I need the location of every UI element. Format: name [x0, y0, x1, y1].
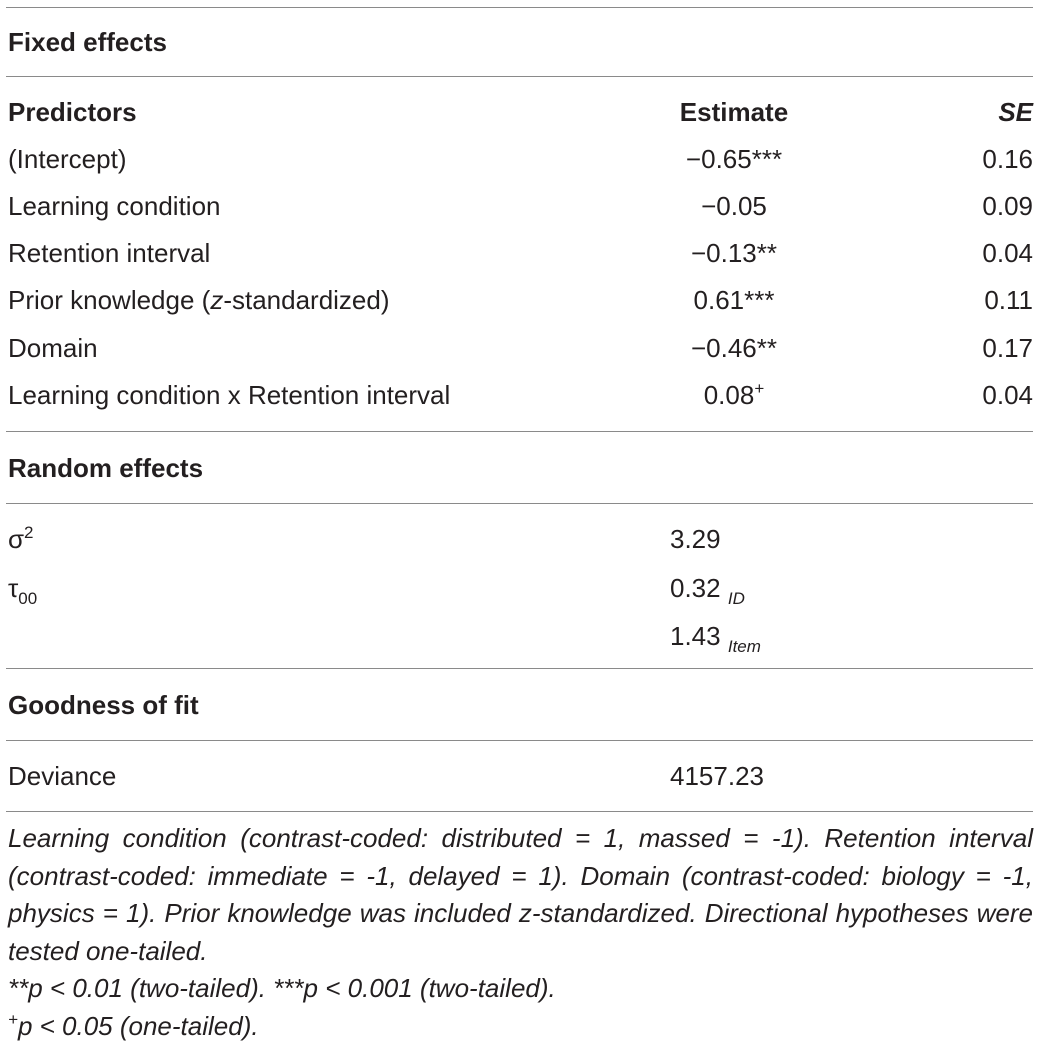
se-cell: 0.04 [982, 380, 1033, 410]
table-row [0, 373, 1040, 417]
se-cell: 0.11 [984, 285, 1033, 315]
section-random-effects [0, 446, 1040, 490]
rule-bottom [6, 811, 1033, 812]
section-goodness-of-fit [0, 683, 1040, 727]
table-row [0, 614, 1040, 658]
tau-label: $\tau_{00}$ [8, 573, 38, 608]
rule [6, 76, 1033, 77]
rule [6, 503, 1033, 504]
note-significance: **p < 0.01 (two-tailed). ***p < 0.001 (two-tailed). [8, 973, 556, 1003]
estimate-cell: −0.13** [690, 238, 778, 268]
estimate-cell: 0.61*** [693, 285, 775, 315]
table-row [0, 754, 1040, 798]
header-se: SE [998, 97, 1033, 127]
note-one-tailed: +p < 0.05 (one-tailed). [8, 1009, 259, 1041]
deviance-label: Deviance [8, 761, 117, 791]
predictor-cell: Learning condition [8, 191, 221, 221]
rule [6, 668, 1033, 669]
section-fixed-effects [0, 20, 1040, 64]
header-estimate: Estimate [679, 97, 789, 127]
table-note [8, 820, 1033, 1045]
se-cell: 0.09 [982, 191, 1033, 221]
estimate-cell: 0.08+ [703, 379, 765, 410]
rule [6, 740, 1033, 741]
table-row [0, 566, 1040, 610]
variance-label: $\sigma^2$ [8, 523, 34, 554]
tau-value: 0.32 $_{ID}$ [670, 573, 745, 608]
table-row [0, 278, 1040, 322]
se-cell: 0.16 [982, 144, 1033, 174]
table-row [0, 184, 1040, 228]
table-row [0, 231, 1040, 275]
table-row [0, 517, 1040, 561]
estimate-cell: −0.46** [690, 333, 778, 363]
rule-top [6, 7, 1033, 8]
se-cell: 0.04 [982, 238, 1033, 268]
estimate-cell: −0.05 [701, 191, 767, 221]
table-row [0, 137, 1040, 181]
header-predictors: Predictors [8, 97, 137, 127]
rule [6, 431, 1033, 432]
predictor-cell: Prior knowledge (z-standardized) [8, 285, 390, 315]
predictor-cell: Learning condition x Retention interval [8, 380, 451, 410]
predictor-cell: Domain [8, 333, 98, 363]
predictor-cell: (Intercept) [8, 144, 127, 174]
section-title: Goodness of fit [8, 690, 199, 720]
section-title: Fixed effects [8, 27, 167, 57]
note-paragraph: Learning condition (contrast-coded: distributed = 1, massed = -1). Retention interval (contrast-coded: immediate = -1, delayed = 1). Domain (contrast-coded: biology = -1, physics = 1). Prior knowledge was included z-standardized. Directional hypotheses were tested one-tailed. [8, 823, 1033, 966]
header-row [0, 90, 1040, 134]
table-row [0, 326, 1040, 370]
predictor-cell: Retention interval [8, 238, 211, 268]
tau-value: 1.43 $_{Item}$ [670, 621, 761, 656]
deviance-value: 4157.23 [670, 761, 764, 791]
variance-value: 3.29 [670, 524, 721, 554]
estimate-cell: −0.65*** [685, 144, 783, 174]
section-title: Random effects [8, 453, 204, 483]
se-cell: 0.17 [982, 333, 1033, 363]
